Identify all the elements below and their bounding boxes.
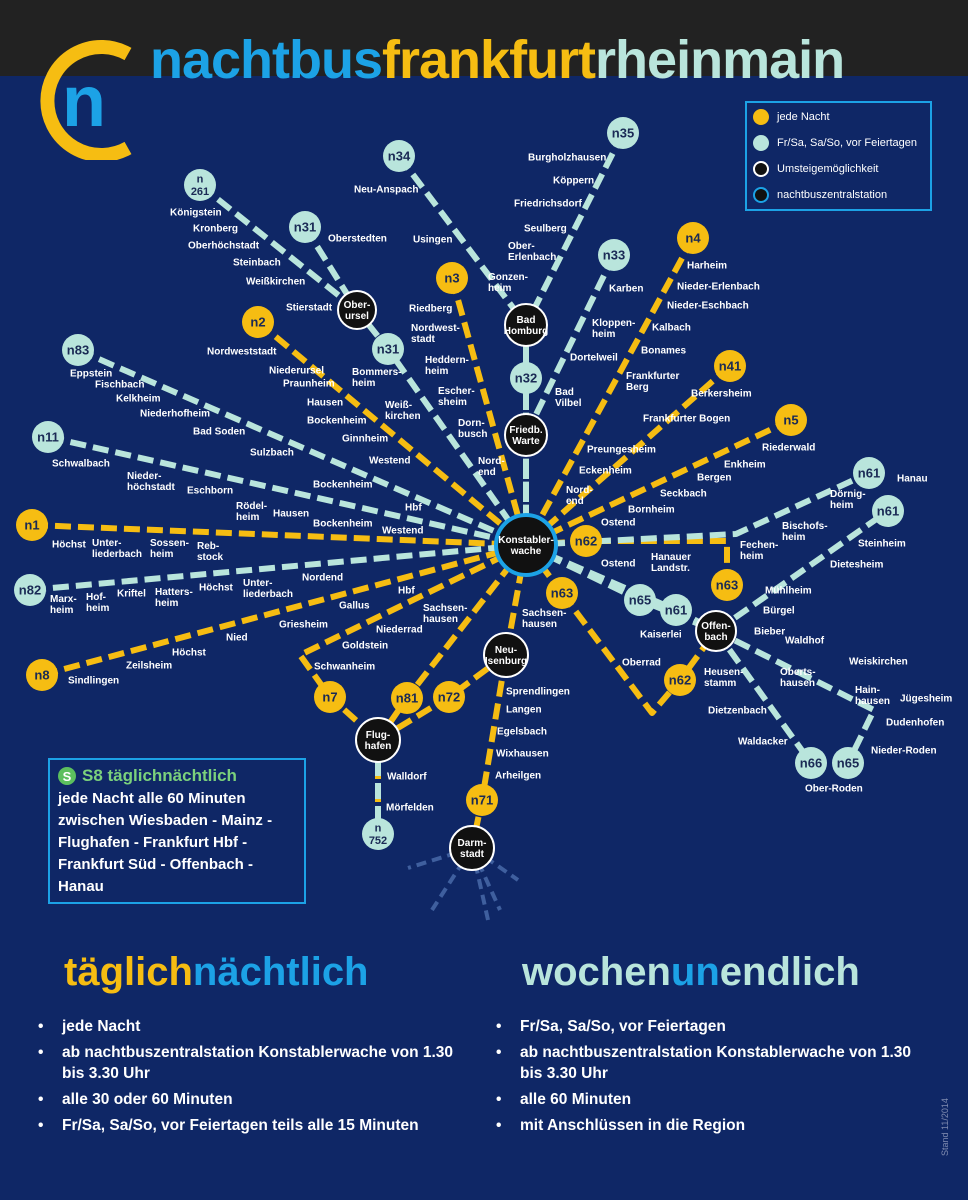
stop-label-bonames: Bonames [641, 345, 687, 357]
stop-label-wixhausen: Wixhausen [496, 748, 549, 760]
stop-label-roedelheim: Rödel-heim [236, 500, 268, 524]
list-item: • Fr/Sa, Sa/So, vor Feiertagen teils alle 15 Minuten [36, 1115, 476, 1136]
stop-label-dudenhofen: Dudenhofen [886, 717, 945, 729]
s-bahn-icon: S [58, 767, 76, 785]
stop-label-schwalbach: Schwalbach [52, 458, 110, 470]
legend-label: nachtbuszentralstation [777, 189, 888, 201]
stop-label-muehlheim: Mühlheim [765, 585, 812, 597]
route-label-n35: n35 [611, 125, 635, 141]
s8-title-row [58, 766, 296, 786]
route-label-n65: n65 [628, 592, 652, 608]
stop-label-hoechst2: Höchst [199, 582, 233, 594]
stop-label-harheim: Harheim [687, 260, 728, 272]
stop-label-walldorf: Walldorf [387, 771, 427, 783]
brand-part-rheinmain: rheinmain [595, 30, 845, 90]
route-label-n81: n81 [395, 690, 419, 706]
stop-label-juegesheim: Jügesheim [900, 693, 953, 705]
stop-label-nordend-ne: Nord-end [566, 484, 593, 508]
s8-info-box [48, 758, 306, 904]
route-badge-n3 [436, 262, 468, 294]
stop-labels [50, 153, 952, 814]
route-label-n4: n4 [685, 230, 701, 246]
stop-label-dornbusch: Dorn-busch [458, 417, 488, 441]
route-badge-n8 [26, 659, 58, 691]
hub-friedberg [505, 414, 547, 456]
stop-label-burgholzhausen: Burgholzhausen [528, 152, 607, 164]
stop-label-oberstedten: Oberstedten [328, 233, 387, 245]
route-label-n752: n 752 [368, 822, 388, 848]
stop-label-niederhofheim: Niederhofheim [140, 408, 211, 420]
stop-label-eschersheim: Escher-sheim [438, 385, 475, 409]
route-badge-n61 [872, 495, 904, 527]
stop-label-unterliederbach: Unter-liederbach [92, 537, 143, 561]
route-label-n83: n83 [66, 342, 90, 358]
stop-label-heusenstamm: Heusen-stamm [704, 666, 744, 690]
list-item: • ab nachtbuszentralstation Konstablerwache von 1.30 bis 3.30 Uhr [494, 1042, 934, 1084]
stop-label-ober-roden: Ober-Roden [805, 783, 863, 795]
route-badge-n32 [510, 362, 542, 394]
route-badge-n31 [372, 333, 404, 365]
stop-label-frankfurter-berg: Frankfurter Berg [626, 370, 680, 394]
weekend-bullet-list [494, 1016, 934, 1141]
route-label-n34: n34 [387, 148, 411, 164]
stop-label-stierstadt: Stierstadt [286, 302, 333, 314]
route-label-n33: n33 [602, 247, 626, 263]
stop-label-friedrichsdorf: Friedrichsdorf [514, 198, 582, 210]
stop-label-frankfurter-bogen: Frankfurter Bogen [643, 413, 731, 425]
stop-label-hausen: Hausen [307, 397, 344, 409]
hub-label-friedberg: Friedb. Warte [509, 424, 543, 448]
route-badge-n65 [832, 747, 864, 779]
brand-part-frankfurt: frankfurt [382, 30, 596, 90]
stop-label-buergel: Bürgel [763, 605, 795, 617]
stop-label-riederwald: Riederwald [762, 442, 816, 454]
stop-label-hofheim: Hof-heim [86, 591, 110, 615]
daily-dot-icon [753, 109, 769, 125]
stop-label-zeilsheim: Zeilsheim [126, 660, 173, 672]
legend-label: jede Nacht [777, 111, 830, 123]
stop-label-bergen: Bergen [697, 472, 732, 484]
stop-label-fechenheim: Fechen-heim [740, 539, 779, 563]
stop-label-moerfelden: Mörfelden [386, 802, 434, 814]
stop-label-niederhoechstadt: Nieder-höchstadt [127, 470, 175, 494]
hub-label-konstablerwache: Konstabler-wache [498, 534, 554, 558]
stop-label-seulberg: Seulberg [524, 223, 567, 235]
weekend-heading-c: endlich [719, 950, 860, 994]
stop-label-bischofsheim: Bischofs-heim [782, 520, 828, 544]
stop-label-steinbach: Steinbach [233, 257, 281, 269]
logo-letter: n [62, 62, 106, 142]
stop-label-enkheim: Enkheim [724, 459, 766, 471]
transfer-dot-icon [753, 161, 769, 177]
route-badge-n7 [314, 681, 346, 713]
route-label-n72: n72 [437, 689, 461, 705]
stop-label-nordend: Nord-end [478, 455, 505, 479]
weekend-dot-icon [753, 135, 769, 151]
stop-label-westend2: Westend [382, 525, 424, 537]
stop-label-karben: Karben [609, 283, 644, 295]
legend-item-transfer [753, 159, 878, 179]
stop-label-nieder-roden: Nieder-Roden [871, 745, 937, 757]
route-badge-n5 [775, 404, 807, 436]
stop-label-sachsenhausen2: Sachsen-hausen [522, 607, 567, 631]
route-badge-n4 [677, 222, 709, 254]
route-label-n63: n63 [715, 577, 739, 593]
stop-label-hausen2: Hausen [273, 508, 310, 520]
route-badge-n65 [624, 584, 656, 616]
hub-konstablerwache [496, 515, 556, 575]
route-label-n8: n8 [34, 667, 50, 683]
route-label-n61: n61 [857, 465, 881, 481]
route-badge-n62 [570, 525, 602, 557]
stop-label-bad-vilbel: Bad Vilbel [555, 386, 582, 410]
stop-label-bommersheim: Bommers-heim [352, 366, 402, 390]
stop-label-ostend1: Ostend [601, 517, 636, 529]
stop-label-hbf2: Hbf [398, 585, 415, 597]
stop-label-ostend2: Ostend [601, 558, 636, 570]
stop-label-waldacker: Waldacker [738, 736, 788, 748]
route-badge-n752 [362, 818, 394, 850]
route-badge-n83 [62, 334, 94, 366]
route-badge-n1 [16, 509, 48, 541]
route-label-n61: n61 [876, 503, 900, 519]
stop-label-oberrad: Oberrad [622, 657, 661, 669]
stop-label-nordweststadt: Nordweststadt [207, 346, 277, 358]
stop-label-berkersheim: Berkersheim [691, 388, 752, 400]
stop-label-nieder-erlenbach: Nieder-Erlenbach [677, 281, 760, 293]
stop-label-kloppenheim: Kloppen-heim [592, 317, 636, 341]
brand-part-nachtbus: nachtbus [150, 30, 383, 90]
stop-label-marxheim: Marx-heim [50, 593, 77, 617]
route-badge-n82 [14, 574, 46, 606]
stop-label-sachsenhausen: Sachsen-hausen [423, 602, 468, 626]
list-item: • mit Anschlüssen in die Region [494, 1115, 934, 1136]
stop-label-eppstein: Eppstein [70, 368, 113, 380]
list-item: • ab nachtbuszentralstation Konstablerwache von 1.30 bis 3.30 Uhr [36, 1042, 476, 1084]
stop-label-bad-soden: Bad Soden [193, 426, 246, 438]
route-label-n2: n2 [250, 314, 266, 330]
route-badge-n61 [853, 457, 885, 489]
stop-label-westend: Westend [369, 455, 411, 467]
stop-label-weisskirchen: Weißkirchen [246, 276, 306, 288]
hub-label-oberursel: Ober-ursel [343, 299, 371, 323]
stop-label-goldstein: Goldstein [342, 640, 389, 652]
route-label-n261: n 261 [190, 173, 210, 199]
hub-neu_isenburg [484, 633, 528, 677]
stop-label-waldhof: Waldhof [785, 635, 825, 647]
stop-label-oberhoechstadt: Oberhöchstadt [188, 240, 260, 252]
stop-label-nieder-eschbach: Nieder-Eschbach [667, 300, 749, 312]
stop-label-niederursel: Niederursel [269, 365, 325, 377]
stop-label-bieber: Bieber [754, 626, 786, 638]
hub-offenbach [696, 611, 736, 651]
route-badge-n63 [711, 569, 743, 601]
route-badge-n34 [383, 140, 415, 172]
stop-label-bockenheim: Bockenheim [307, 415, 367, 427]
stop-label-kalbach: Kalbach [652, 322, 691, 334]
route-label-n7: n7 [322, 689, 338, 705]
stop-label-dietesheim: Dietesheim [830, 559, 884, 571]
route-label-n1: n1 [24, 517, 40, 533]
route-badge-n61 [660, 594, 692, 626]
stop-label-schwanheim: Schwanheim [314, 661, 376, 673]
route-badge-n33 [598, 239, 630, 271]
stop-label-preungesheim: Preungesheim [587, 444, 656, 456]
route-badge-n62 [664, 664, 696, 696]
hub-darmstadt [450, 826, 494, 870]
central-station-dot-icon [753, 187, 769, 203]
route-badge-n31 [289, 211, 321, 243]
route-badge-n35 [607, 117, 639, 149]
route-label-n66: n66 [799, 755, 823, 771]
stop-label-weisskirchen2: Weiß-kirchen [385, 399, 421, 423]
stop-label-eckenheim: Eckenheim [579, 465, 632, 477]
stop-label-nordend2: Nordend [302, 572, 344, 584]
stop-label-heddernheim: Heddern-heim [425, 354, 469, 378]
stop-label-steinheim: Steinheim [858, 538, 906, 550]
route-label-n3: n3 [444, 270, 460, 286]
legend-item-daily [753, 107, 830, 127]
list-item: • alle 60 Minuten [494, 1089, 934, 1110]
s8-title: S8 täglichnächtlich [82, 766, 237, 785]
stop-label-kronberg: Kronberg [193, 223, 238, 235]
route-label-n62: n62 [668, 672, 692, 688]
stop-label-hoechst: Höchst [52, 539, 86, 551]
stop-label-griesheim: Griesheim [279, 619, 328, 631]
stop-label-bockenheim3: Bockenheim [313, 518, 373, 530]
legend-item-weekend [753, 133, 917, 153]
route-badge-n71 [466, 784, 498, 816]
route-badge-n11 [32, 421, 64, 453]
stop-label-kriftel: Kriftel [117, 588, 146, 600]
route-badge-n63 [546, 577, 578, 609]
stop-label-bockenheim2: Bockenheim [313, 479, 373, 491]
stop-label-riedberg: Riedberg [409, 303, 453, 315]
weekend-heading-b: un [670, 950, 720, 994]
route-label-n31: n31 [376, 341, 400, 357]
stop-label-bornheim: Bornheim [628, 504, 675, 516]
hub-label-neu_isenburg: Neu-Isenburg [484, 644, 528, 668]
route-badge-n66 [795, 747, 827, 779]
stop-label-koenigstein: Königstein [170, 207, 222, 219]
weekend-heading-a: wochen [522, 950, 671, 994]
route-label-n65: n65 [836, 755, 860, 771]
stop-label-dietzenbach: Dietzenbach [708, 705, 767, 717]
stop-label-ginnheim: Ginnheim [342, 433, 389, 445]
stop-label-langen: Langen [506, 704, 542, 716]
legend-label: Fr/Sa, Sa/So, vor Feiertagen [777, 137, 918, 149]
stop-label-arheilgen: Arheilgen [495, 770, 542, 782]
stop-label-gallus: Gallus [339, 600, 370, 612]
route-badge-n2 [242, 306, 274, 338]
stop-label-eschborn: Eschborn [187, 485, 234, 497]
route-line-n5 [526, 420, 791, 545]
weekend-heading [522, 946, 860, 998]
route-line-n65 [526, 545, 874, 763]
stop-label-egelsbach: Egelsbach [497, 726, 548, 738]
stand-date: Stand 11/2014 [940, 1098, 950, 1156]
daily-heading-a: täglich [64, 950, 193, 994]
list-item: • Fr/Sa, Sa/So, vor Feiertagen [494, 1016, 934, 1037]
stop-label-hattersheim: Hatters-heim [155, 586, 193, 610]
route-label-n62: n62 [574, 533, 598, 549]
stop-label-obertshausen: Oberts-hausen [780, 666, 816, 690]
stop-label-hoechst3: Höchst [172, 647, 206, 659]
stop-label-seckbach: Seckbach [660, 488, 707, 500]
stop-label-gonzenheim: Gonzen-heim [488, 271, 528, 295]
stop-label-kelkheim: Kelkheim [116, 393, 161, 405]
stop-label-usingen: Usingen [413, 234, 453, 246]
stop-label-dortelweil: Dortelweil [570, 352, 618, 364]
route-badge-n81 [391, 682, 423, 714]
legend-item-central [753, 185, 887, 205]
stop-label-sulzbach: Sulzbach [250, 447, 294, 459]
list-item: • jede Nacht [36, 1016, 476, 1037]
stop-label-rebstock: Reb-stock [197, 540, 224, 564]
hub-label-bad_homburg: Bad Homburg [503, 314, 549, 338]
hub-label-darmstadt: Darm-stadt [457, 837, 487, 861]
stop-label-hainhausen: Hain-hausen [855, 684, 891, 708]
stop-label-nordweststadt-n3: Nordwest-stadt [411, 322, 460, 346]
stop-label-hanauer-landstr: Hanauer Landstr. [651, 551, 692, 575]
hub-label-flughafen: Flug-hafen [364, 729, 392, 753]
stop-label-weiskirchen: Weiskirchen [849, 656, 908, 668]
stop-label-nied: Nied [226, 632, 248, 644]
route-badge-n72 [433, 681, 465, 713]
route-label-n31: n31 [293, 219, 317, 235]
stop-label-hanau: Hanau [897, 473, 928, 485]
stop-label-ober-erlenbach: Ober-Erlenbach [508, 240, 557, 264]
legend [745, 101, 932, 211]
s8-description: jede Nacht alle 60 Minuten zwischen Wiesbaden - Mainz - Flughafen - Frankfurt Hbf - Frankfurt Süd - Offenbach - Hanau [58, 790, 273, 895]
route-label-n63: n63 [550, 585, 574, 601]
daily-bullet-list [36, 1016, 476, 1141]
hub-flughafen [356, 718, 400, 762]
route-label-n61: n61 [664, 602, 688, 618]
route-label-n82: n82 [18, 582, 42, 598]
stop-label-sprendlingen: Sprendlingen [506, 686, 570, 698]
stop-label-koeppern: Köppern [553, 175, 595, 187]
stop-label-sindlingen: Sindlingen [68, 675, 120, 687]
stop-label-fischbach: Fischbach [95, 379, 145, 391]
hub-label-offenbach: Offen-bach [701, 620, 731, 644]
stop-label-sossenheim: Sossen-heim [150, 537, 189, 561]
list-item: • alle 30 oder 60 Minuten [36, 1089, 476, 1110]
route-badge-n41 [714, 350, 746, 382]
route-label-n11: n11 [37, 429, 59, 445]
stop-label-neu-anspach: Neu-Anspach [354, 184, 419, 196]
route-label-n5: n5 [783, 412, 799, 428]
route-badge-n261 [184, 169, 216, 201]
route-label-n71: n71 [470, 792, 494, 808]
route-label-n32: n32 [514, 370, 538, 386]
legend-label: Umsteigemöglichkeit [777, 163, 879, 175]
hub-bad_homburg [504, 304, 548, 346]
daily-heading-b: nächtlich [192, 950, 369, 994]
daily-heading [64, 946, 369, 998]
stop-label-praunheim: Praunheim [283, 378, 335, 390]
hub-oberursel [338, 291, 376, 329]
stop-label-doernigheim: Dörnig-heim [830, 488, 866, 512]
stop-label-hbf: Hbf [405, 502, 422, 514]
route-label-n41: n41 [718, 358, 742, 374]
stop-label-niederrad: Niederrad [376, 624, 423, 636]
stop-label-kaiserlei: Kaiserlei [640, 629, 682, 641]
stop-label-unterliederbach2: Unter-liederbach [243, 577, 294, 601]
